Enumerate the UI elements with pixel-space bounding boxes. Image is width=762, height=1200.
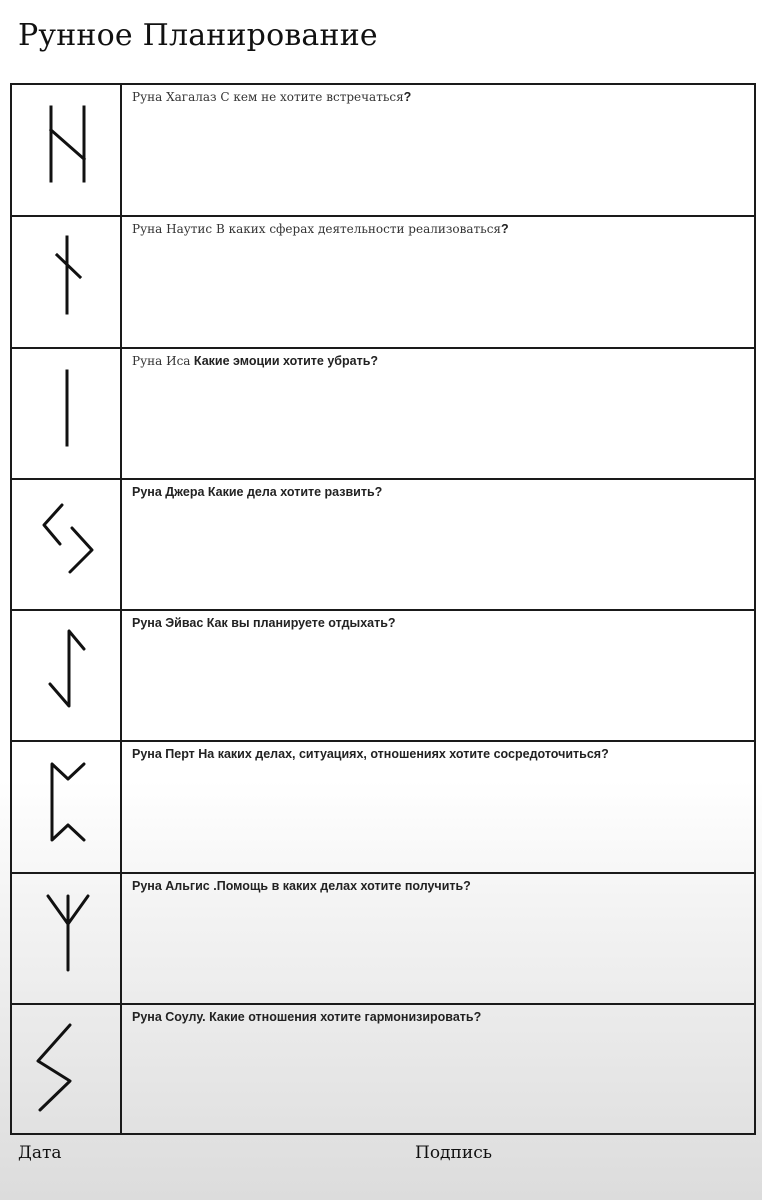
rune-cell	[12, 480, 122, 609]
row-question: Руна Наутис В каких сферах деятельности реализоваться?	[132, 222, 509, 236]
table-row	[12, 85, 754, 217]
rune-cell	[12, 217, 122, 347]
row-question: Руна Иса Какие эмоции хотите убрать?	[132, 354, 379, 368]
table-row	[12, 611, 754, 742]
rune-cell	[12, 85, 122, 215]
row-question: Руна Хагалаз С кем не хотите встречаться?	[132, 90, 412, 104]
table-row	[12, 217, 754, 349]
row-question: Руна Альгис .Помощь в каких делах хотите получить?	[132, 879, 471, 893]
rune-cell	[12, 1005, 122, 1133]
row-question: Руна Соулу. Какие отношения хотите гармонизировать?	[132, 1010, 482, 1024]
row-question: Руна Эйвас Как вы планируете отдыхать?	[132, 616, 396, 630]
row-question: Руна Перт На каких делах, ситуациях, отношениях хотите сосредоточиться?	[132, 747, 609, 761]
date-label: Дата	[18, 1143, 62, 1163]
table-row	[12, 742, 754, 874]
table-row	[12, 874, 754, 1005]
algiz-rune-icon	[12, 874, 120, 1003]
nauthiz-rune-icon	[12, 217, 120, 347]
table-row	[12, 480, 754, 611]
page-title: Рунное Планирование	[18, 18, 378, 53]
perthro-rune-icon	[12, 742, 120, 872]
rune-cell	[12, 874, 122, 1003]
eihwaz-rune-icon	[12, 611, 120, 740]
table-row	[12, 1005, 754, 1133]
rune-cell	[12, 611, 122, 740]
signature-label: Подпись	[415, 1143, 492, 1163]
isa-rune-icon	[12, 349, 120, 478]
rune-cell	[12, 742, 122, 872]
sowilo-rune-icon	[12, 1005, 120, 1133]
rune-planning-table	[10, 83, 756, 1135]
row-question: Руна Джера Какие дела хотите развить?	[132, 485, 383, 499]
jera-rune-icon	[12, 480, 120, 609]
hagalaz-rune-icon	[12, 85, 120, 215]
rune-cell	[12, 349, 122, 478]
table-row	[12, 349, 754, 480]
